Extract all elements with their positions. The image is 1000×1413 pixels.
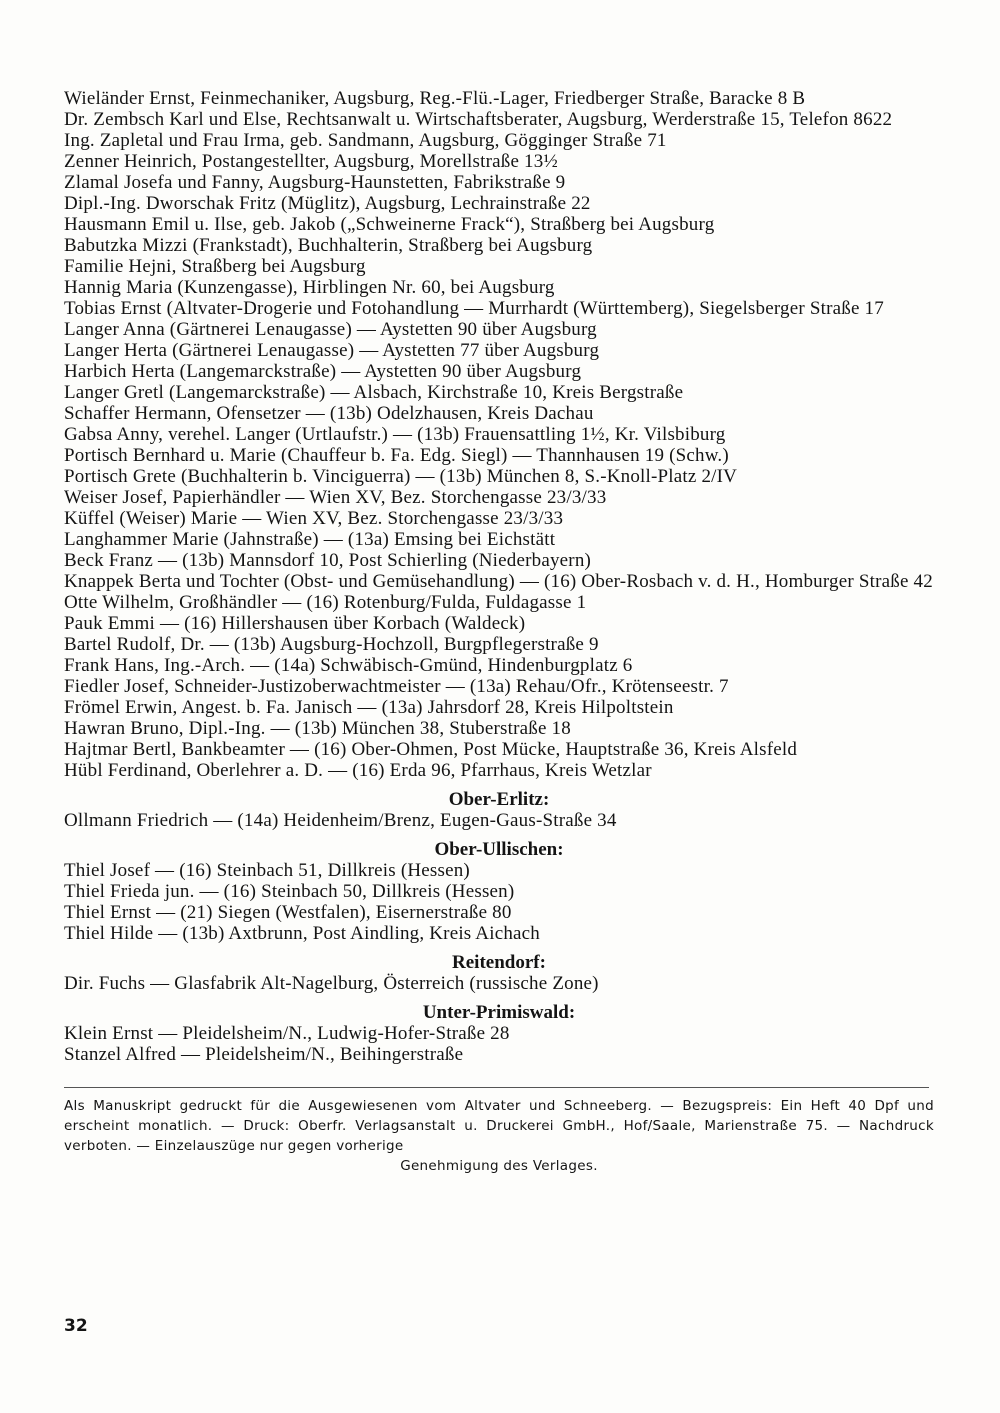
address-entry: Zenner Heinrich, Postangestellter, Augsburg, Morellstraße 13½ bbox=[64, 151, 558, 172]
address-entry: Frömel Erwin, Angest. b. Fa. Janisch — (13a) Jahrsdorf 28, Kreis Hilpoltstein bbox=[64, 697, 674, 718]
publication-note: Als Manuskript gedruckt für die Ausgewiesenen vom Altvater und Schneeberg. — Bezugspreis: Ein Heft 40 Dpf und erscheint monatlich. — Druck: Oberfr. Verlagsanstalt u. Druckerei GmbH., Hof/Saale, Marienstraße 75. — Nachdruck verboten. — Einzelauszüge nur gegen vorherige bbox=[64, 1098, 934, 1154]
address-entry: Küffel (Weiser) Marie — Wien XV, Bez. Storchengasse 23/3/33 bbox=[64, 508, 564, 529]
address-entry: Weiser Josef, Papierhändler — Wien XV, Bez. Storchengasse 23/3/33 bbox=[64, 487, 607, 508]
document-page bbox=[64, 88, 934, 1176]
address-entry: Dir. Fuchs — Glasfabrik Alt-Nagelburg, Österreich (russische Zone) bbox=[64, 973, 599, 994]
address-entry: Harbich Herta (Langemarckstraße) — Aystetten 90 über Augsburg bbox=[64, 361, 582, 382]
publication-note-last-line: Genehmigung des Verlages. bbox=[400, 1158, 598, 1174]
address-entry: Thiel Josef — (16) Steinbach 51, Dillkreis (Hessen) bbox=[64, 860, 470, 881]
address-entry: Bartel Rudolf, Dr. — (13b) Augsburg-Hochzoll, Burgpflegerstraße 9 bbox=[64, 634, 599, 655]
address-entry: Langer Gretl (Langemarckstraße) — Alsbach, Kirchstraße 10, Kreis Bergstraße bbox=[64, 382, 684, 403]
address-entry: Thiel Frieda jun. — (16) Steinbach 50, Dillkreis (Hessen) bbox=[64, 881, 515, 902]
address-entry: Hajtmar Bertl, Bankbeamter — (16) Ober-Ohmen, Post Mücke, Hauptstraße 36, Kreis Alsfeld bbox=[64, 739, 798, 760]
address-entry: Dipl.-Ing. Dworschak Fritz (Müglitz), Augsburg, Lechrainstraße 22 bbox=[64, 193, 591, 214]
address-entry: Langer Anna (Gärtnerei Lenaugasse) — Aystetten 90 über Augsburg bbox=[64, 319, 597, 340]
address-entry: Schaffer Hermann, Ofensetzer — (13b) Odelzhausen, Kreis Dachau bbox=[64, 403, 594, 424]
section-heading: Unter-Primiswald: bbox=[422, 1002, 576, 1023]
address-entry: Langhammer Marie (Jahnstraße) — (13a) Emsing bei Eichstätt bbox=[64, 529, 556, 550]
address-entry: Thiel Hilde — (13b) Axtbrunn, Post Aindling, Kreis Aichach bbox=[64, 923, 540, 944]
address-entry: Thiel Ernst — (21) Siegen (Westfalen), Eisernerstraße 80 bbox=[64, 902, 512, 923]
address-entry: Frank Hans, Ing.-Arch. — (14a) Schwäbisch-Gmünd, Hindenburgplatz 6 bbox=[64, 655, 633, 676]
address-entry: Knappek Berta und Tochter (Obst- und Gemüsehandlung) — (16) Ober-Rosbach v. d. H., Homburger Straße 42 bbox=[64, 571, 933, 592]
address-entry: Fiedler Josef, Schneider-Justizoberwachtmeister — (13a) Rehau/Ofr., Krötenseestr. 7 bbox=[64, 676, 729, 697]
address-entry: Hausmann Emil u. Ilse, geb. Jakob („Schweinerne Frack“), Straßberg bei Augsburg bbox=[64, 214, 715, 235]
address-entry: Zlamal Josefa und Fanny, Augsburg-Haunstetten, Fabrikstraße 9 bbox=[64, 172, 566, 193]
section-heading: Ober-Ullischen: bbox=[434, 839, 564, 860]
footer-divider bbox=[64, 1087, 929, 1088]
address-entry: Hübl Ferdinand, Oberlehrer a. D. — (16) Erda 96, Pfarrhaus, Kreis Wetzlar bbox=[64, 760, 652, 781]
address-entry: Ing. Zapletal und Frau Irma, geb. Sandmann, Augsburg, Gögginger Straße 71 bbox=[64, 130, 667, 151]
address-entry: Familie Hejni, Straßberg bei Augsburg bbox=[64, 256, 366, 277]
address-entry: Langer Herta (Gärtnerei Lenaugasse) — Aystetten 77 über Augsburg bbox=[64, 340, 600, 361]
address-entry: Otte Wilhelm, Großhändler — (16) Rotenburg/Fulda, Fuldagasse 1 bbox=[64, 592, 587, 613]
section-heading: Reitendorf: bbox=[452, 952, 546, 973]
address-entry: Pauk Emmi — (16) Hillershausen über Korbach (Waldeck) bbox=[64, 613, 526, 634]
address-entry: Wieländer Ernst, Feinmechaniker, Augsburg, Reg.-Flü.-Lager, Friedberger Straße, Baracke 8 B bbox=[64, 88, 806, 109]
address-entry: Portisch Bernhard u. Marie (Chauffeur b. Fa. Edg. Siegl) — Thannhausen 19 (Schw.) bbox=[64, 445, 729, 466]
address-list bbox=[64, 88, 934, 1065]
address-entry: Beck Franz — (13b) Mannsdorf 10, Post Schierling (Niederbayern) bbox=[64, 550, 592, 571]
address-entry: Stanzel Alfred — Pleidelsheim/N., Beihingerstraße bbox=[64, 1044, 464, 1065]
address-entry: Tobias Ernst (Altvater-Drogerie und Fotohandlung — Murrhardt (Württemberg), Siegelsberger Straße 17 bbox=[64, 298, 884, 319]
address-entry: Babutzka Mizzi (Frankstadt), Buchhalterin, Straßberg bei Augsburg bbox=[64, 235, 593, 256]
address-entry: Portisch Grete (Buchhalterin b. Vinciguerra) — (13b) München 8, S.-Knoll-Platz 2/IV bbox=[64, 466, 738, 487]
address-entry: Hawran Bruno, Dipl.-Ing. — (13b) München 38, Stuberstraße 18 bbox=[64, 718, 571, 739]
page-number: 32 bbox=[64, 1316, 88, 1336]
address-entry: Hannig Maria (Kunzengasse), Hirblingen Nr. 60, bei Augsburg bbox=[64, 277, 555, 298]
address-entry: Gabsa Anny, verehel. Langer (Urtlaufstr.) — (13b) Frauensattling 1½, Kr. Vilsbiburg bbox=[64, 424, 726, 445]
address-entry: Dr. Zembsch Karl und Else, Rechtsanwalt u. Wirtschaftsberater, Augsburg, Werderstraße 15, Telefon 8622 bbox=[64, 109, 893, 130]
address-entry: Klein Ernst — Pleidelsheim/N., Ludwig-Hofer-Straße 28 bbox=[64, 1023, 510, 1044]
section-heading: Ober-Erlitz: bbox=[448, 789, 550, 810]
address-entry: Ollmann Friedrich — (14a) Heidenheim/Brenz, Eugen-Gaus-Straße 34 bbox=[64, 810, 617, 831]
